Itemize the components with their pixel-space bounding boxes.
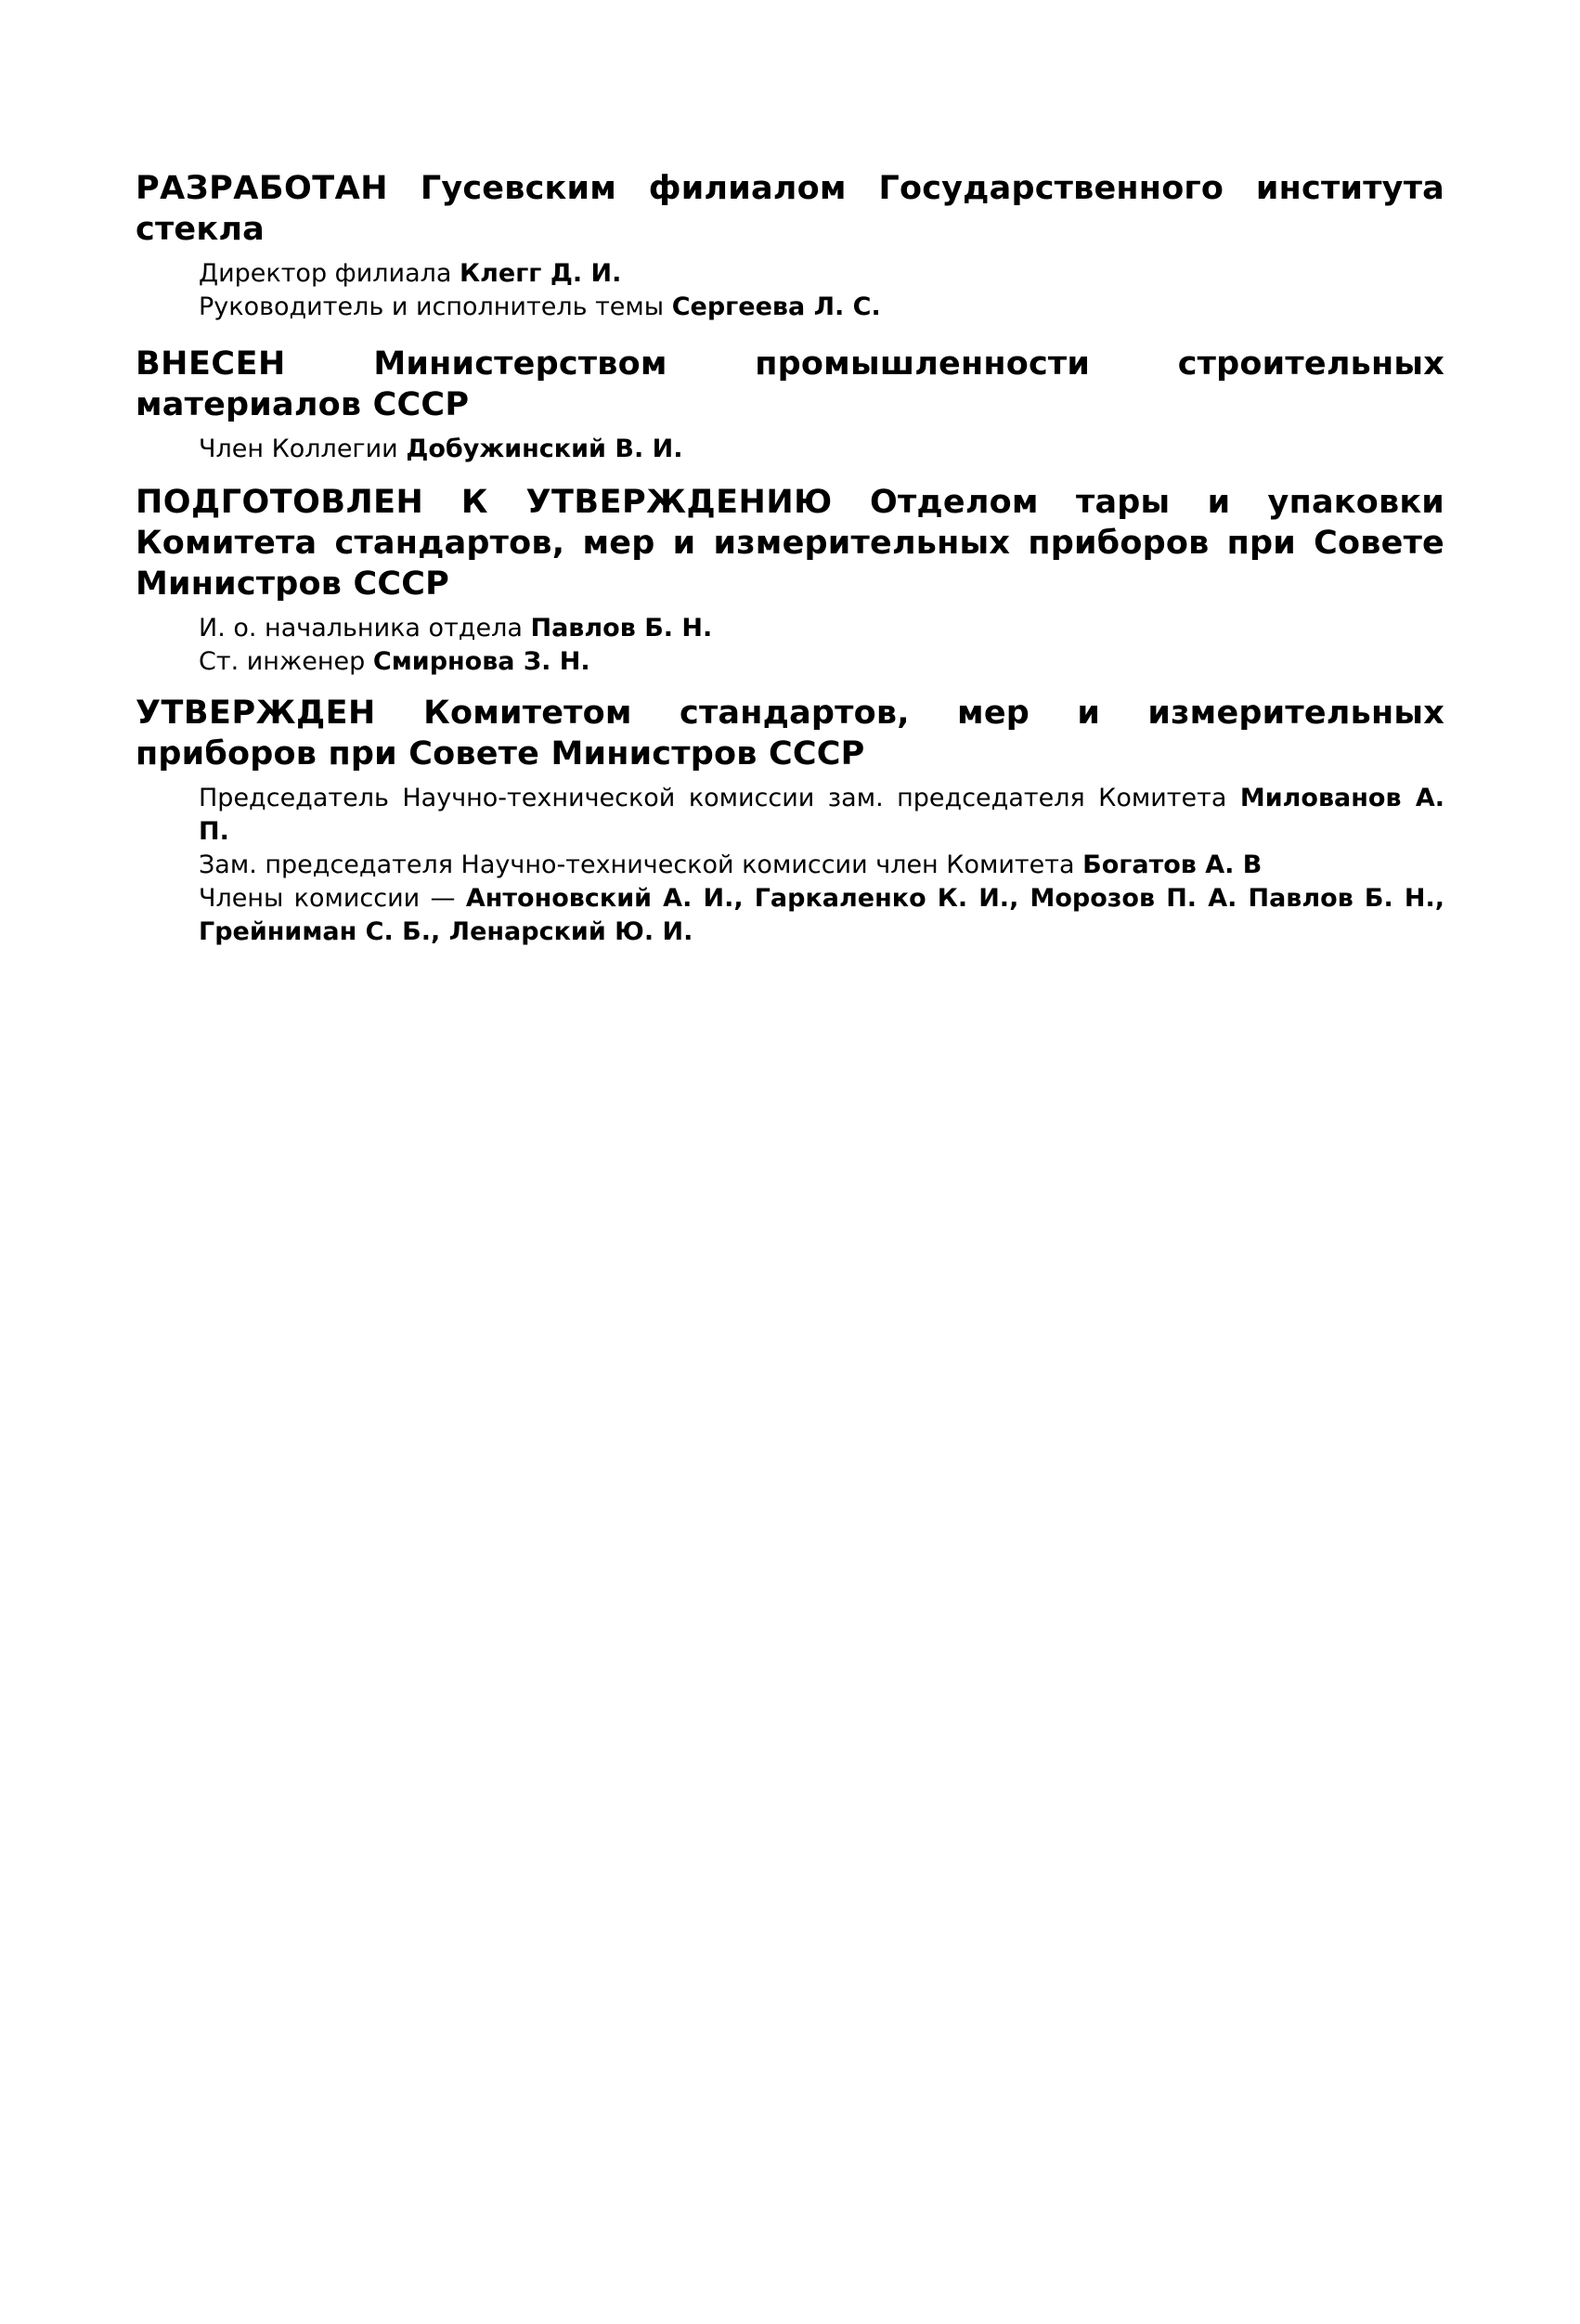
person-name: Антоновский А. И., Гаркаленко К. И., Морозов П. А. Павлов Б. Н., Грейниман С. Б., Ленарский Ю. И.: [199, 884, 1444, 946]
responsible-line: [199, 849, 1444, 882]
section-heading: [136, 693, 1444, 774]
section-text: Министерством промышленности строительных материалов СССР: [136, 345, 1444, 423]
responsible-line: [199, 257, 1444, 291]
person-name: Милованов А. П.: [199, 784, 1444, 846]
role-label: Председатель Научно-технической комиссии зам. председателя Комитета: [199, 784, 1227, 812]
section-heading: [136, 168, 1444, 250]
responsible-line: [199, 782, 1444, 849]
person-name: Смирнова З. Н.: [372, 647, 590, 676]
section-text: Комитетом стандартов, мер и измерительных приборов при Совете Министров СССР: [136, 695, 1444, 773]
role-label: Член Коллегии: [199, 435, 398, 463]
section-heading: [136, 482, 1444, 604]
role-label: Директор филиала: [199, 259, 452, 288]
section-keyword: ПОДГОТОВЛЕН К УТВЕРЖДЕНИЮ: [136, 484, 833, 521]
responsible-line: [199, 291, 1444, 324]
section-keyword: УТВЕРЖДЕН: [136, 695, 376, 732]
person-name: Богатов А. В: [1082, 850, 1263, 879]
section-prepared: [136, 482, 1444, 679]
role-label: Руководитель и исполнитель темы: [199, 292, 665, 321]
section-introduced: [136, 344, 1444, 466]
section-keyword: ВНЕСЕН: [136, 345, 286, 383]
person-name: Сергеева Л. С.: [671, 292, 881, 321]
person-name: Добужинский В. И.: [406, 435, 683, 463]
role-label: Члены комиссии —: [199, 884, 456, 913]
responsible-line: [199, 612, 1444, 645]
section-heading: [136, 344, 1444, 425]
responsible-line: [199, 882, 1444, 949]
role-label: Зам. председателя Научно-технической комиссии член Комитета: [199, 850, 1075, 879]
section-text: Гусевским филиалом Государственного института стекла: [136, 170, 1445, 248]
person-name: Павлов Б. Н.: [530, 614, 713, 643]
section-keyword: РАЗРАБОТАН: [136, 170, 389, 207]
responsible-line: [199, 645, 1444, 679]
section-approved: [136, 693, 1444, 949]
role-label: И. о. начальника отдела: [199, 614, 523, 643]
section-text: Отделом тары и упаковки Комитета стандартов, мер и измерительных приборов при Совете Министров СССР: [136, 484, 1445, 603]
section-developed: [136, 168, 1444, 324]
responsible-line: [199, 433, 1444, 466]
role-label: Ст. инженер: [199, 647, 366, 676]
person-name: Клегг Д. И.: [460, 259, 622, 288]
